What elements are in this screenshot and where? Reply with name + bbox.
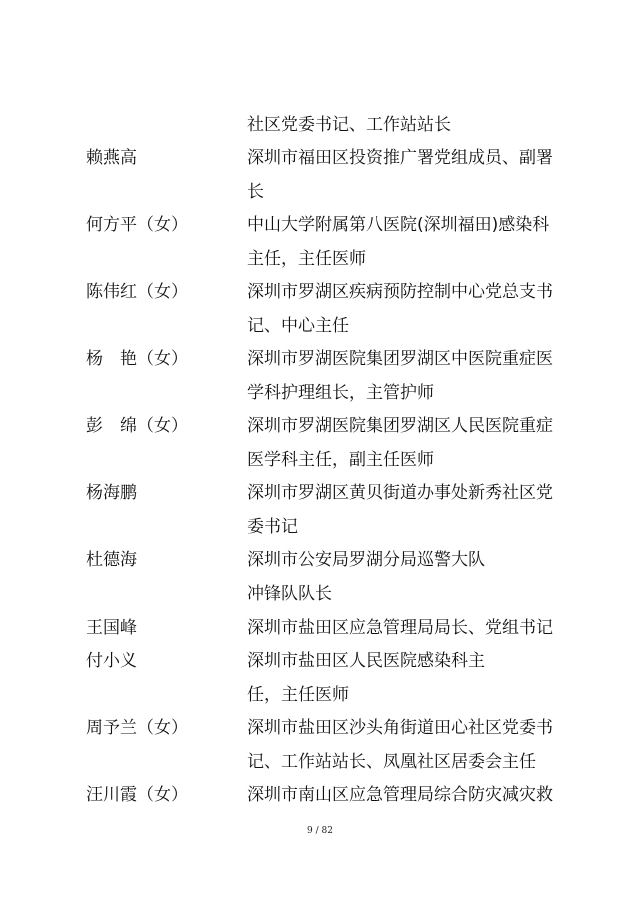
entry-title-line: 深圳市盐田区应急管理局局长、党组书记: [247, 618, 553, 638]
entry-name: 杨 艳（女）: [86, 349, 188, 369]
entry-name: 陈伟红（女）: [86, 282, 188, 302]
entry-name: 杨海鹏: [86, 483, 137, 503]
entry-title-line: 深圳市盐田区沙头角街道田心社区党委书: [247, 718, 553, 738]
entry-title-line: 记、中心主任: [247, 316, 349, 336]
entry-name: 何方平（女）: [86, 215, 188, 235]
entry-name: 赖燕高: [86, 148, 137, 168]
entry-title-line: 深圳市公安局罗湖分局巡警大队: [247, 550, 485, 570]
entry-title-line: 深圳市罗湖区疾病预防控制中心党总支书: [247, 282, 553, 302]
entry-title-line: 深圳市盐田区人民医院感染科主: [247, 651, 485, 671]
entry-title-line: 社区党委书记、工作站站长: [247, 115, 451, 135]
entry-title-line: 冲锋队队长: [247, 584, 332, 604]
page-number: 9 / 82: [307, 826, 333, 836]
entry-title-line: 任，主任医师: [247, 685, 349, 705]
entry-title-line: 医学科主任，副主任医师: [247, 450, 434, 470]
entry-name: 汪川霞（女）: [86, 785, 188, 805]
entry-name: 付小义: [86, 651, 137, 671]
entry-title-line: 长: [247, 182, 264, 202]
entry-title-line: 委书记: [247, 517, 298, 537]
entry-name: 彭 绵（女）: [86, 416, 188, 436]
entry-title-line: 中山大学附属第八医院(深圳福田)感染科: [247, 215, 550, 235]
entry-name: 周予兰（女）: [86, 718, 188, 738]
entry-name: 杜德海: [86, 550, 137, 570]
entry-title-line: 深圳市罗湖医院集团罗湖区人民医院重症: [247, 416, 553, 436]
entry-title-line: 记、工作站站长、凤凰社区居委会主任: [247, 752, 536, 772]
entry-title-line: 主任，主任医师: [247, 249, 366, 269]
entry-title-line: 深圳市罗湖医院集团罗湖区中医院重症医: [247, 349, 553, 369]
entry-name: 王国峰: [86, 618, 137, 638]
entry-title-line: 深圳市罗湖区黄贝街道办事处新秀社区党: [247, 483, 553, 503]
entry-title-line: 学科护理组长，主管护师: [247, 383, 434, 403]
entry-title-line: 深圳市福田区投资推广署党组成员、副署: [247, 148, 553, 168]
entry-title-line: 深圳市南山区应急管理局综合防灾减灾救: [247, 785, 553, 805]
